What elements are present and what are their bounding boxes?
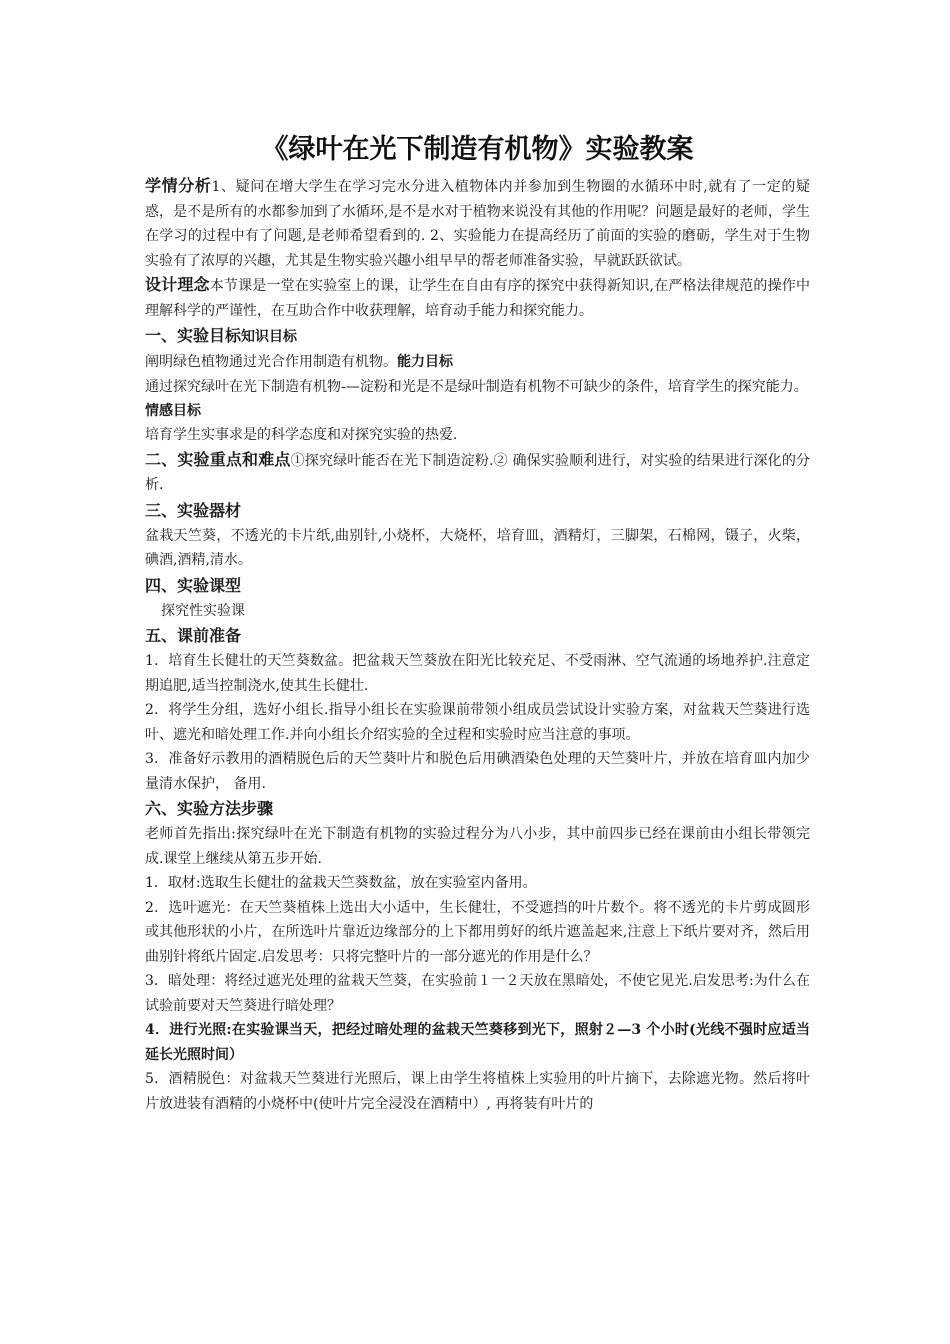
knowledge-goal-paragraph	[145, 350, 810, 375]
section-1-heading-text: 一、实验目标	[145, 326, 242, 345]
section-3-heading: 三、实验器材	[145, 500, 242, 520]
list-item: 2．选叶遮光：在天竺葵植株上选出大小适中，生长健壮，不受遮挡的叶片数个。将不透光的卡片剪成圆形或其他形状的小片，在所选叶片靠近边缘部分的上下都用剪好的纸片遮盖起来,注意上下纸片要对齐，然后用曲别针将纸片固定.启发思考：只将完整叶片的一部分遮光的作用是什么？	[145, 899, 810, 965]
concept-paragraph	[145, 273, 810, 323]
section-3-text: 盆栽天竺葵，不透光的卡片纸,曲别针,小烧杯，大烧杯，培育皿，酒精灯，三脚架，石棉网，镊子，火柴，碘酒,酒精,清水。	[145, 527, 810, 568]
list-item: 3．暗处理：将经过遮光处理的盆栽天竺葵，在实验前１一２天放在黑暗处，不使它见光.启发思考:为什么在试验前要对天竺葵进行暗处理？	[145, 973, 810, 1014]
knowledge-goal-label: 知识目标	[241, 329, 298, 345]
concept-label: 设计理念	[145, 275, 210, 294]
list-item: 2．将学生分组，选好小组长.指导小组长在实验课前带领小组成员尝试设计实验方案，对盆栽天竺葵进行选叶、遮光和暗处理工作.并向小组长介绍实验的全过程和实验时应当注意的事项。	[145, 702, 810, 743]
section-6-intro: 老师首先指出:探究绿叶在光下制造有机物的实验过程分为八小步，其中前四步已经在课前由小组长带领完成.课堂上继续从第五步开始.	[145, 826, 810, 867]
ability-goal-label: 能力目标	[397, 354, 453, 370]
section-2-paragraph	[145, 448, 810, 498]
list-item: 1．培育生长健壮的天竺葵数盆。把盆栽天竺葵放在阳光比较充足、不受雨淋、空气流通的场地养护.注意定期追肥,适当控制浇水,使其生长健壮.	[145, 653, 810, 694]
analysis-text: 1、疑问在增大学生在学习完水分进入植物体内并参加到生物圈的水循环中时,就有了一定的疑惑，是不是所有的水都参加到了水循环,是不是水对于植物来说没有其他的作用呢？问题是最好的老师，学生在学习的过程中有了问题,是老师希望看到的. 2、实验能力在提高经历了前面的实验的磨砺，学生对于生物实验有了浓厚的兴趣，尤其是生物实验兴趣小组早早的帮老师准备实验，早就跃跃欲试。	[145, 179, 810, 269]
section-4-text: 探究性实验课	[161, 602, 245, 619]
section-2-text: ①探究绿叶能否在光下制造淀粉.② 确保实验顺利进行，对实验的结果进行深化的分析.	[145, 452, 810, 493]
list-item: 3．准备好示教用的酒精脱色后的天竺葵叶片和脱色后用碘酒染色处理的天竺葵叶片，并放在培育皿内加少量清水保护， 备用.	[145, 751, 810, 792]
section-5-heading: 五、课前准备	[145, 626, 242, 645]
ability-goal-text: 通过探究绿叶在光下制造有机物-—淀粉和光是不是绿叶制造有机物不可缺少的条件，培育学生的探究能力。	[145, 378, 808, 395]
section-2-heading: 二、实验重点和难点	[145, 449, 291, 469]
knowledge-goal-text: 阐明绿色植物通过光合作用制造有机物。	[145, 354, 397, 370]
section-4-heading: 四、实验课型	[145, 575, 242, 595]
list-item: 5．酒精脱色：对盆栽天竺葵进行光照后，课上由学生将植株上实验用的叶片摘下，去除遮光物。然后将叶片放进装有酒精的小烧杯中(使叶片完全浸没在酒精中）, 再将装有叶片的	[145, 1071, 810, 1112]
emotion-goal-text: 培育学生实事求是的科学态度和对探究实验的热爱.	[145, 427, 458, 443]
concept-text: 本节课是一堂在实验室上的课，让学生在自由有序的探究中获得新知识,在严格法律规范的操作中理解科学的严谨性，在互助合作中收获理解，培育动手能力和探究能力。	[145, 278, 810, 319]
section-1-heading	[145, 323, 810, 350]
section-6-heading: 六、实验方法步骤	[145, 799, 274, 818]
document-title: 《绿叶在光下制造有机物》实验教案	[261, 134, 694, 165]
emotion-goal-label: 情感目标	[145, 403, 201, 419]
list-item: 4．进行光照:在实验课当天，把经过暗处理的盆栽天竺葵移到光下，照射２—3 个小时(光线不强时应适当延长光照时间）	[145, 1022, 810, 1063]
list-item: 1．取材:选取生长健壮的盆栽天竺葵数盆，放在实验室内备用。	[145, 875, 537, 891]
document-page	[145, 128, 810, 1116]
analysis-label: 学情分析	[145, 176, 212, 195]
analysis-paragraph	[145, 174, 810, 273]
